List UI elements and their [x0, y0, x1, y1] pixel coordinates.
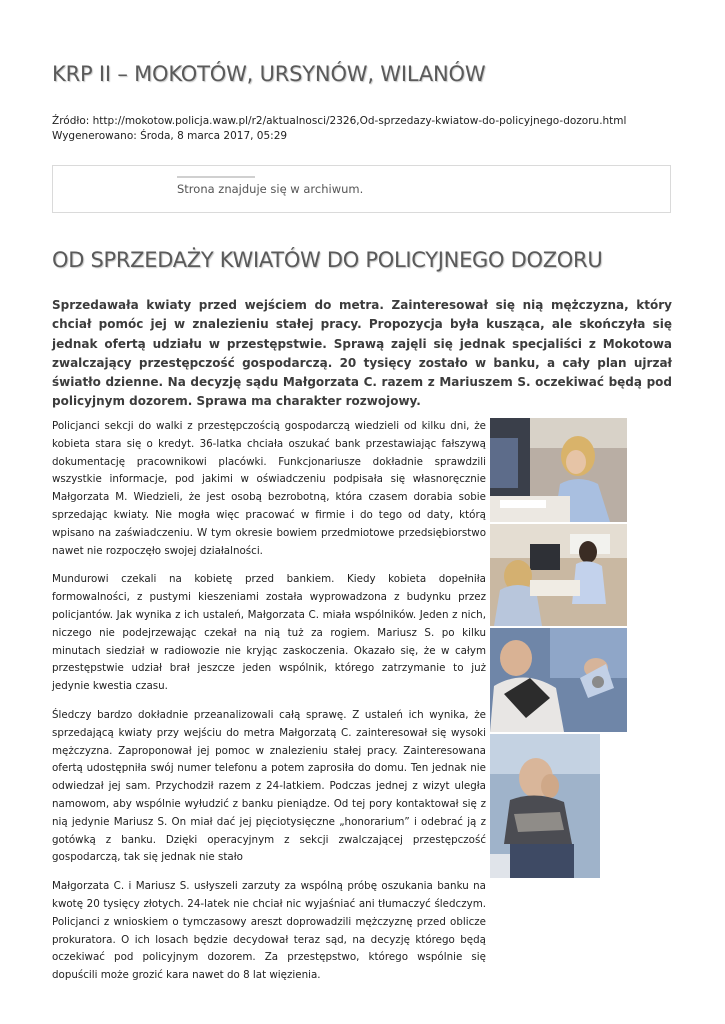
article-paragraph: Mundurowi czekali na kobietę przed bankiem. Kiedy kobieta dopełniła formowalności, z pustymi kieszeniami została wyprowadzona z budynku przez policjantów. Jak wynika z ich ustaleń, Małgorzata C. miała wspólników. Jeden z nich, niczego nie podejrzewając czekał na nią tuż za rogiem. Mariusz S. po kilku minutach siedział w radiowozie nie kryjąc zaskoczenia. Okazało się, że w całym przestępstwie udział brał jeszcze jeden wspólnik, którego zatrzymanie to już jedynie kwestia czasu. — [52, 573, 486, 693]
article-title: OD SPRZEDAŻY KWIATÓW DO POLICYJNEGO DOZORU — [52, 248, 603, 272]
article-photo-4 — [490, 734, 600, 878]
article-body — [52, 418, 486, 996]
generated-date-line: Wygenerowano: Środa, 8 marca 2017, 05:29 — [52, 129, 288, 142]
source-url-line: Źródło: http://mokotow.policja.waw.pl/r2/aktualnosci/2326,Od-sprzedazy-kwiatow-do-policyjnego-dozoru.html — [52, 115, 627, 127]
article-photo-1 — [490, 418, 627, 522]
archive-notice-text: Strona znajduje się w archiwum. — [177, 182, 364, 196]
article-photo-2 — [490, 524, 627, 626]
archive-notice-box — [52, 165, 671, 213]
article-paragraph: Policjanci sekcji do walki z przestępczością gospodarczą wiedzieli od kilku dni, że kobieta stara się o kredyt. 36-latka chciała oszukać bank przestawiając fałszywą dokumentację pracownikowi placówki. Funkcjonariusze dokładnie sprawdzili wszystkie informacje, pod jakimi w oświadczeniu podpisała się własnoręcznie Małgorzata M. Wiedzieli, że jest osobą bezrobotną, która czasem dorabia sobie sprzedając kwiaty. Nie mogła więc pracować w firmie i do tego od daty, którą wpisano na zaświadczeniu. W tym okresie bowiem przedmiotowe przedsiębiorstwo nawet nie rozpoczęło swojej działalności. — [52, 420, 486, 557]
document-meta — [52, 114, 626, 143]
article-photo-3 — [490, 628, 627, 732]
article-paragraph: Śledczy bardzo dokładnie przeanalizowali całą sprawę. Z ustaleń ich wynika, że sprzedającą kwiaty przy wejściu do metra Małgorzatą C. zainteresował się wysoki mężczyzna. Zaproponował jej pomoc w znalezieniu stałej pracy. Zainteresowana ofertą udostępniła swój numer telefonu a potem zaprosiła do domu. Ten jednak nie odwiedzał jej sam. Przychodził razem z 24-latkiem. Podczas jednej z wizyt uległa namowom, aby wspólnie wyłudzić z banku pieniądze. Od tej pory kontaktował się z nią jedynie Mariusz S. On miał dać jej pięciotysięczne „honorarium” i odebrać ją z gotówką z banku. Dzięki operacyjnym z sekcji zwalczającej przestępczość gospodarczą, tak się jednak nie stało — [52, 708, 486, 864]
site-title: KRP II – MOKOTÓW, URSYNÓW, WILANÓW — [52, 62, 486, 86]
article-lead: Sprzedawała kwiaty przed wejściem do metra. Zainteresował się nią mężczyzna, który chciał pomóc jej w znalezieniu stałej pracy. Propozycja była kusząca, ale skończyła się jednak ofertą udziału w przestępstwie. Sprawą zajęli się jednak specjaliści z Mokotowa zwalczający przestępczość gospodarczą. 20 tysięcy zostało w banku, a cały plan ujrzał światło dzienne. Na decyzję sądu Małgorzata C. razem z Mariuszem S. oczekiwać będą pod policyjnym dozorem. Sprawa ma charakter rozwojowy. — [52, 298, 672, 409]
archive-notice-divider — [177, 176, 255, 178]
article-paragraph: Małgorzata C. i Mariusz S. usłyszeli zarzuty za wspólną próbę oszukania banku na kwotę 20 tysięcy złotych. 24-latek nie chciał nic wyjaśniać ani tłumaczyć śledczym. Policjanci z wnioskiem o tymczasowy areszt doprowadzili mężczyznę przed oblicze prokuratora. O ich losach będzie decydował teraz sąd, na decyzję którego będą oczekiwać pod policyjnym dozorem. Za przestępstwo, którego wspólnie się dopuścili może grozić kara nawet do 8 lat więzienia. — [52, 880, 486, 982]
